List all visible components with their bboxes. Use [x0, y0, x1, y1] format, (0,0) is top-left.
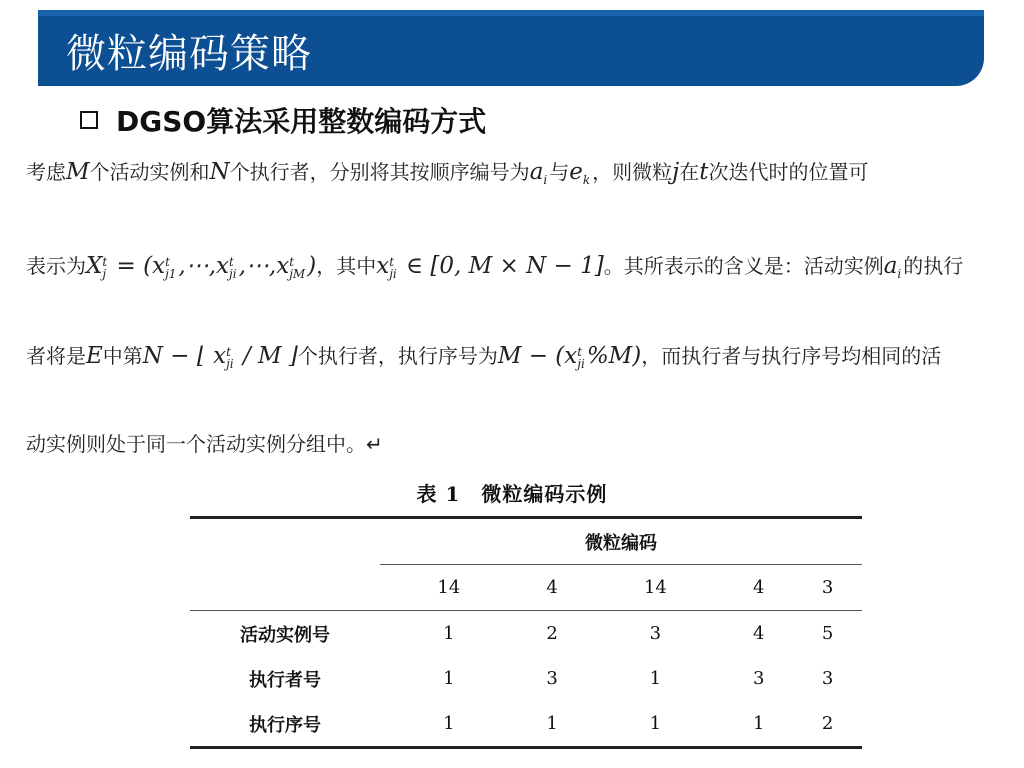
math-segment: M − (x: [497, 343, 578, 369]
paragraph-line-3: [26, 340, 941, 370]
text-segment: 者将是: [26, 344, 86, 368]
table-cell: 3: [546, 668, 558, 689]
table-caption: 表 1 微粒编码示例: [416, 482, 608, 506]
math-superscript: [583, 162, 590, 174]
math-subscript: ji: [226, 356, 234, 371]
math-superscript: t: [577, 344, 583, 359]
paragraph-line-1: [26, 156, 869, 186]
bullet-text: DGSO算法采用整数编码方式: [116, 105, 487, 138]
math-subscript: ji: [229, 266, 237, 281]
math-segment: j: [672, 159, 680, 185]
text-segment: ，而执行者与执行序号均相同的活: [641, 344, 942, 368]
encoding-cell: 4: [518, 565, 587, 611]
encoding-row: [190, 565, 862, 611]
table-cell: 5: [793, 611, 862, 657]
text-segment: 个活动实例和: [89, 160, 210, 184]
math-subscript: j1: [165, 266, 177, 281]
table-cell: 1: [587, 701, 725, 748]
table-cell: 3: [752, 668, 765, 689]
table-row: [190, 701, 862, 748]
math-segment: x: [152, 253, 166, 279]
math-segment: a: [529, 159, 544, 185]
text-segment: 个执行者，执行序号为: [297, 344, 498, 368]
math-superscript: [543, 162, 547, 174]
math-superscript: t: [226, 344, 231, 359]
math-segment: = (: [109, 253, 153, 279]
row-label: 执行者号: [249, 669, 321, 691]
paragraph-line-4: [26, 428, 383, 457]
math-segment: t: [699, 159, 709, 185]
table-row: [190, 611, 862, 657]
table-cell: 1: [443, 668, 455, 689]
math-subscript: j: [102, 266, 107, 281]
math-segment: e: [569, 159, 583, 185]
table-cell: 4: [724, 611, 793, 657]
math-subscript: jM: [289, 266, 306, 281]
table-cell: 2: [793, 701, 862, 748]
text-segment: 在: [679, 160, 700, 184]
math-segment: ): [307, 253, 317, 279]
text-segment: 个执行者，分别将其按顺序编号为: [229, 160, 530, 184]
math-segment: / M ⌋: [235, 343, 298, 369]
text-segment: 表示为: [26, 254, 86, 278]
math-segment: N − ⌊ x: [142, 343, 227, 369]
math-segment: X: [86, 253, 103, 279]
math-segment: %M): [586, 343, 642, 369]
math-subscript: ji: [577, 356, 585, 371]
table-cell: 1: [380, 611, 518, 657]
paragraph-line-2: [26, 250, 963, 280]
math-segment: M: [66, 159, 90, 185]
slide-title: 微粒编码策略: [66, 31, 312, 77]
table-cell: 1: [518, 701, 587, 748]
title-bar: [38, 10, 984, 86]
math-segment: ∈ [0, M × N − 1]: [398, 253, 604, 279]
math-segment: x: [216, 253, 230, 279]
text-segment: 次迭代时的位置可: [708, 160, 869, 184]
table-corner: [190, 518, 380, 565]
math-superscript: [897, 256, 901, 268]
math-subscript: k: [582, 172, 591, 187]
math-subscript: ji: [389, 266, 397, 281]
math-superscript: t: [102, 254, 108, 269]
encoding-cell: 3: [793, 565, 862, 611]
row-label: 执行序号: [190, 701, 380, 748]
math-segment: x: [376, 253, 390, 279]
text-segment: 中第: [102, 344, 143, 368]
math-superscript: t: [229, 254, 234, 269]
math-superscript: t: [389, 254, 395, 269]
table-cell: 1: [649, 668, 662, 689]
encoding-table: [190, 516, 862, 749]
checkbox-bullet-icon: [80, 111, 98, 129]
table-cell: 2: [518, 611, 587, 657]
text-segment: 动实例则处于同一个活动实例分组中。↵: [26, 432, 383, 456]
math-subscript: i: [897, 266, 902, 281]
math-superscript: t: [289, 254, 295, 269]
table-cell: 1: [724, 701, 793, 748]
table-cell: 1: [380, 701, 518, 748]
bullet-point: [80, 100, 486, 140]
encoding-cell: 14: [380, 565, 518, 611]
math-segment: ,⋯,: [238, 253, 277, 279]
text-segment: 考虑: [26, 160, 66, 184]
text-segment: 。其所表示的含义是：活动实例: [603, 254, 884, 278]
encoding-cell: 14: [587, 565, 725, 611]
group-header: 微粒编码: [380, 518, 862, 565]
text-segment: 的执行: [903, 254, 964, 278]
math-segment: ,⋯,: [178, 253, 217, 279]
table-row: [190, 656, 862, 701]
text-segment: ，其中: [316, 254, 377, 278]
encoding-cell: 4: [724, 565, 793, 611]
math-segment: x: [276, 253, 290, 279]
table-cell: 3: [587, 611, 725, 657]
math-superscript: t: [165, 254, 170, 269]
text-segment: ，则微粒: [592, 160, 673, 184]
math-segment: a: [883, 253, 898, 279]
math-segment: N: [209, 159, 230, 185]
table-cell: 3: [821, 668, 834, 689]
math-segment: E: [86, 343, 103, 369]
math-subscript: i: [543, 172, 548, 187]
row-label: 活动实例号: [190, 611, 380, 657]
text-segment: 与: [549, 160, 570, 184]
